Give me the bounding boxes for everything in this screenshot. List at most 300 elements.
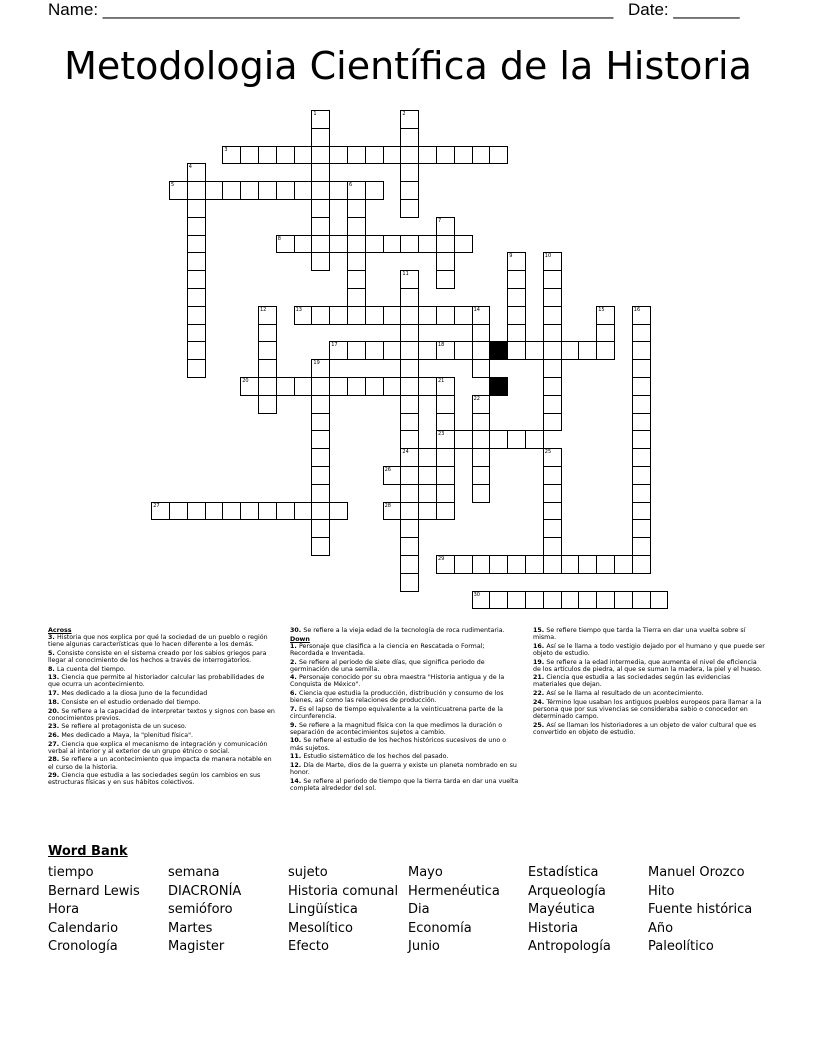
crossword-cell[interactable] (472, 484, 491, 503)
crossword-cell[interactable] (329, 235, 348, 254)
crossword-cell[interactable] (507, 288, 526, 307)
crossword-cell[interactable] (169, 181, 188, 200)
crossword-cell[interactable] (436, 252, 455, 271)
crossword-cell[interactable] (436, 395, 455, 414)
crossword-cell[interactable] (632, 306, 651, 325)
crossword-cell[interactable] (436, 217, 455, 236)
crossword-cell[interactable] (543, 448, 562, 467)
clue-number: 25 (544, 449, 552, 456)
crossword-cell[interactable] (543, 466, 562, 485)
crossword-cell[interactable] (187, 270, 206, 289)
crossword-cell[interactable] (222, 146, 241, 165)
crossword-cell[interactable] (311, 217, 330, 236)
clues-column-3 (533, 627, 765, 737)
crossword-cell[interactable] (436, 270, 455, 289)
clue-text: Así se llaman los historiadores a un objeto de valor cultural que es convertido en objeto de estudio. (533, 721, 757, 736)
crossword-cell[interactable] (400, 288, 419, 307)
crossword-cell[interactable] (418, 146, 437, 165)
crossword-cell[interactable] (543, 377, 562, 396)
crossword-cell[interactable] (240, 181, 259, 200)
crossword-cell[interactable] (383, 502, 402, 521)
crossword-cell[interactable] (276, 502, 295, 521)
crossword-cell[interactable] (258, 341, 277, 360)
crossword-cell[interactable] (187, 306, 206, 325)
crossword-cell[interactable] (294, 502, 313, 521)
crossword-cell[interactable] (383, 466, 402, 485)
crossword-cell[interactable] (311, 181, 330, 200)
word-bank-item: Año (648, 920, 674, 936)
crossword-cell[interactable] (400, 306, 419, 325)
crossword-cell[interactable] (294, 377, 313, 396)
crossword-cell[interactable] (311, 235, 330, 254)
crossword-cell[interactable] (507, 252, 526, 271)
crossword-cell[interactable] (507, 324, 526, 343)
crossword-cell[interactable] (418, 235, 437, 254)
crossword-cell[interactable] (258, 181, 277, 200)
clue-number-label: 30. (290, 627, 304, 634)
word-bank-item: DIACRONÍA (168, 883, 242, 899)
crossword-cell[interactable] (507, 591, 526, 610)
crossword-cell[interactable] (311, 502, 330, 521)
crossword-cell[interactable] (632, 341, 651, 360)
word-bank-item: Historia (528, 920, 579, 936)
clue-number-label: 4. (290, 674, 299, 682)
crossword-cell[interactable] (400, 395, 419, 414)
down-heading: Down (290, 635, 310, 643)
clue-item (533, 627, 765, 641)
crossword-cell[interactable] (596, 591, 615, 610)
crossword-cell[interactable] (311, 359, 330, 378)
crossword-cell[interactable] (454, 235, 473, 254)
word-bank-item: Fuente histórica (648, 902, 753, 918)
crossword-cell[interactable] (632, 377, 651, 396)
crossword-cell[interactable] (311, 252, 330, 271)
clue-text: Se refiere a la edad intermedia, que aumenta el nivel de eficiencia de los artículos de piedra, al que se suman la madera, la piel y el hueso. (533, 658, 762, 673)
crossword-cell[interactable] (418, 448, 437, 467)
across-heading: Across (48, 627, 72, 634)
crossword-cell[interactable] (472, 413, 491, 432)
word-bank-column (168, 864, 288, 957)
crossword-cell[interactable] (400, 466, 419, 485)
crossword-cell[interactable] (187, 502, 206, 521)
crossword-cell[interactable] (347, 181, 366, 200)
crossword-cell[interactable] (311, 484, 330, 503)
crossword-cell[interactable] (400, 413, 419, 432)
crossword-cell[interactable] (454, 341, 473, 360)
crossword-cell[interactable] (596, 555, 615, 574)
crossword-cell[interactable] (632, 591, 651, 610)
crossword-cell[interactable] (543, 359, 562, 378)
crossword-cell[interactable] (578, 341, 597, 360)
crossword-cell[interactable] (543, 555, 562, 574)
crossword-cell[interactable] (347, 252, 366, 271)
crossword-cell[interactable] (258, 306, 277, 325)
crossword-cell[interactable] (151, 502, 170, 521)
crossword-cell[interactable] (436, 341, 455, 360)
clue-item (290, 762, 520, 776)
crossword-cell[interactable] (258, 377, 277, 396)
crossword-cell[interactable] (436, 448, 455, 467)
clue-text: Se refiere a un acontecimiento que impacta de manera notable en el curso de la historia. (48, 756, 272, 771)
clue-number-label: 7. (290, 705, 299, 713)
crossword-cell[interactable] (632, 519, 651, 538)
crossword-cell[interactable] (311, 146, 330, 165)
crossword-cell[interactable] (383, 306, 402, 325)
clue-number: 7 (438, 217, 442, 224)
crossword-cell[interactable] (347, 377, 366, 396)
clue-item (48, 732, 276, 739)
crossword-cell[interactable] (543, 306, 562, 325)
clue-number: 6 (349, 182, 353, 189)
clue-text: Ciencia que explica el mecanismo de integración y comunicación verbal al interior y al exterior de un grupo étnico o social. (48, 740, 268, 755)
crossword-cell[interactable] (400, 537, 419, 556)
crossword-cell[interactable] (596, 341, 615, 360)
crossword-cell[interactable] (525, 430, 544, 449)
crossword-cell[interactable] (347, 341, 366, 360)
crossword-cell[interactable] (311, 519, 330, 538)
crossword-cell[interactable] (632, 430, 651, 449)
clue-text: La cuenta del tiempo. (56, 665, 126, 673)
crossword-cell[interactable] (632, 413, 651, 432)
crossword-cell[interactable] (472, 555, 491, 574)
crossword-cell[interactable] (311, 199, 330, 218)
crossword-cell[interactable] (347, 288, 366, 307)
crossword-cell[interactable] (632, 324, 651, 343)
clue-number: 21 (438, 378, 445, 384)
word-bank-item: Arqueología (528, 883, 606, 899)
crossword-cell[interactable] (632, 395, 651, 414)
crossword-cell[interactable] (258, 359, 277, 378)
crossword-cell[interactable] (472, 146, 491, 165)
crossword-cell[interactable] (187, 324, 206, 343)
crossword-cell[interactable] (472, 591, 491, 610)
crossword-cell[interactable] (311, 163, 330, 182)
crossword-cell[interactable] (276, 235, 295, 254)
crossword-cell[interactable] (543, 288, 562, 307)
crossword-cell[interactable] (507, 306, 526, 325)
crossword-cell[interactable] (632, 484, 651, 503)
crossword-cell[interactable] (418, 377, 437, 396)
crossword-cell[interactable] (365, 377, 384, 396)
crossword-cell[interactable] (347, 235, 366, 254)
crossword-cell[interactable] (205, 502, 224, 521)
word-bank-column (48, 864, 168, 957)
clue-number: 30 (473, 591, 480, 598)
clue-number: 8 (277, 235, 281, 242)
crossword-cell[interactable] (507, 555, 526, 574)
crossword-cell[interactable] (507, 341, 526, 360)
crossword-cell[interactable] (614, 591, 633, 610)
crossword-cell[interactable] (632, 466, 651, 485)
crossword-cell[interactable] (472, 395, 491, 414)
clue-text: Consiste consiste en el sistema creado por los sabios griegos para llegar al conocimiento de los hechos a través de interrogatorios. (48, 649, 267, 664)
crossword-cell[interactable] (258, 146, 277, 165)
crossword-cell[interactable] (365, 181, 384, 200)
crossword-cell[interactable] (222, 181, 241, 200)
crossword-cell[interactable] (294, 181, 313, 200)
crossword-cell[interactable] (311, 537, 330, 556)
clue-number-label: 6. (290, 690, 299, 698)
crossword-cell[interactable] (311, 430, 330, 449)
clue-item (48, 634, 276, 648)
crossword-cell[interactable] (525, 591, 544, 610)
crossword-cell[interactable] (276, 181, 295, 200)
crossword-cell[interactable] (258, 324, 277, 343)
crossword-cell[interactable] (472, 448, 491, 467)
clue-text: Mes dedicado a la diosa Juno de la fecundidad (61, 690, 208, 698)
crossword-cell[interactable] (365, 341, 384, 360)
crossword-cell[interactable] (400, 270, 419, 289)
crossword-cell[interactable] (400, 110, 419, 129)
crossword-cell[interactable] (187, 288, 206, 307)
word-bank-item: Hito (648, 883, 675, 899)
crossword-cell[interactable] (187, 341, 206, 360)
date-field-label[interactable]: Date: _______ (628, 0, 740, 19)
clue-number-label: 3. (48, 634, 57, 642)
crossword-cell[interactable] (400, 163, 419, 182)
clue-text: Mes dedicado a Maya, la "plenitud física". (61, 731, 194, 739)
clue-text: Se refiere al estudio de los hechos históricos sucesivos de uno o más sujetos. (290, 737, 507, 752)
crossword-cell[interactable] (543, 395, 562, 414)
crossword-cell[interactable] (507, 270, 526, 289)
clue-text: Día de Marte, dios de la guerra y existe un planeta nombrado en su honor. (290, 761, 517, 777)
crossword-cell[interactable] (543, 324, 562, 343)
crossword-cell[interactable] (436, 466, 455, 485)
crossword-cell[interactable] (489, 555, 508, 574)
crossword-cell[interactable] (400, 377, 419, 396)
crossword-cell[interactable] (543, 519, 562, 538)
crossword-cell[interactable] (436, 502, 455, 521)
crossword-cell[interactable] (187, 217, 206, 236)
crossword-cell[interactable] (400, 146, 419, 165)
crossword-cell[interactable] (632, 502, 651, 521)
crossword-cell[interactable] (311, 306, 330, 325)
clue-number: 9 (509, 253, 513, 260)
crossword-cell[interactable] (205, 181, 224, 200)
clue-number: 27 (153, 502, 160, 509)
word-bank-item: Dia (408, 902, 430, 918)
crossword-cell[interactable] (472, 341, 491, 360)
crossword-cell[interactable] (489, 591, 508, 610)
crossword-cell[interactable] (400, 324, 419, 343)
clue-text: Se refiere a la capacidad de interpretar textos y signos con base en conocimientos previos. (48, 707, 275, 722)
crossword-cell[interactable] (347, 217, 366, 236)
clue-text: Se refiere al periodo de tiempo que la tierra tarda en dar una vuelta completa alrededor del sol. (290, 777, 519, 792)
crossword-cell[interactable] (365, 235, 384, 254)
crossword-cell[interactable] (400, 235, 419, 254)
crossword-cell[interactable] (472, 359, 491, 378)
crossword-cell[interactable] (311, 128, 330, 147)
crossword-cell[interactable] (400, 181, 419, 200)
crossword-cell[interactable] (614, 555, 633, 574)
crossword-cell[interactable] (311, 377, 330, 396)
crossword-cell[interactable] (383, 377, 402, 396)
crossword-cell[interactable] (400, 484, 419, 503)
crossword-cell[interactable] (400, 502, 419, 521)
crossword-cell[interactable] (561, 555, 580, 574)
crossword-cell[interactable] (400, 519, 419, 538)
crossword-cell[interactable] (489, 430, 508, 449)
clue-number: 1 (313, 111, 317, 117)
crossword-cell[interactable] (187, 252, 206, 271)
across-clue-list-cont (290, 627, 520, 634)
crossword-cell[interactable] (311, 448, 330, 467)
crossword-cell[interactable] (294, 306, 313, 325)
crossword-cell[interactable] (596, 324, 615, 343)
crossword-cell[interactable] (561, 341, 580, 360)
crossword-cell[interactable] (187, 235, 206, 254)
crossword-cell[interactable] (276, 146, 295, 165)
word-bank-column (648, 864, 768, 957)
word-bank-column (408, 864, 528, 957)
crossword-cell[interactable] (561, 591, 580, 610)
crossword-cell[interactable] (258, 395, 277, 414)
crossword-cell[interactable] (578, 555, 597, 574)
crossword-block (489, 377, 508, 396)
crossword-cell[interactable] (383, 235, 402, 254)
crossword-cell[interactable] (240, 502, 259, 521)
crossword-cell[interactable] (543, 591, 562, 610)
crossword-cell[interactable] (632, 448, 651, 467)
word-bank-item: Antropología (528, 939, 611, 955)
clue-item (290, 778, 520, 792)
word-bank-item: Bernard Lewis (48, 883, 140, 899)
crossword-cell[interactable] (436, 484, 455, 503)
crossword-cell[interactable] (400, 448, 419, 467)
clue-number-label: 11. (290, 753, 304, 761)
crossword-cell[interactable] (187, 163, 206, 182)
crossword-cell[interactable] (418, 306, 437, 325)
crossword-cell[interactable] (329, 341, 348, 360)
crossword-cell[interactable] (454, 430, 473, 449)
crossword-cell[interactable] (543, 341, 562, 360)
crossword-cell[interactable] (632, 537, 651, 556)
clue-number: 18 (438, 342, 445, 349)
crossword-cell[interactable] (489, 146, 508, 165)
crossword-cell[interactable] (418, 341, 437, 360)
crossword-cell[interactable] (276, 377, 295, 396)
crossword-cell[interactable] (454, 306, 473, 325)
crossword-cell[interactable] (454, 555, 473, 574)
clue-item (533, 690, 765, 697)
crossword-cell[interactable] (436, 306, 455, 325)
crossword-cell[interactable] (472, 430, 491, 449)
crossword-cell[interactable] (329, 502, 348, 521)
clue-number-label: 28. (48, 756, 62, 764)
crossword-cell[interactable] (400, 359, 419, 378)
crossword-cell[interactable] (400, 573, 419, 592)
crossword-cell[interactable] (472, 324, 491, 343)
crossword-cell[interactable] (418, 466, 437, 485)
crossword-cell[interactable] (436, 413, 455, 432)
crossword-cell[interactable] (525, 341, 544, 360)
crossword-cell[interactable] (578, 591, 597, 610)
crossword-cell[interactable] (472, 306, 491, 325)
clue-text: Ciencia que permite al historiador calcular las probabilidades de que ocurra un acontecimiento. (48, 674, 265, 689)
word-bank-item: Mayéutica (528, 902, 595, 918)
clue-text: Consiste en el estudio ordenado del tiempo. (61, 698, 201, 706)
crossword-cell[interactable] (311, 413, 330, 432)
crossword-cell[interactable] (596, 306, 615, 325)
crossword-cell[interactable] (436, 430, 455, 449)
crossword-cell[interactable] (294, 146, 313, 165)
crossword-cell[interactable] (347, 199, 366, 218)
crossword-cell[interactable] (400, 199, 419, 218)
clue-item (533, 722, 765, 736)
crossword-cell[interactable] (329, 377, 348, 396)
crossword-cell[interactable] (543, 413, 562, 432)
clue-number-label: 1. (290, 642, 299, 650)
crossword-cell[interactable] (365, 146, 384, 165)
crossword-cell[interactable] (418, 502, 437, 521)
crossword-cell[interactable] (311, 110, 330, 129)
crossword-cell[interactable] (525, 555, 544, 574)
crossword-cell[interactable] (543, 537, 562, 556)
crossword-cell[interactable] (543, 502, 562, 521)
crossword-cell[interactable] (347, 270, 366, 289)
crossword-cell[interactable] (311, 395, 330, 414)
crossword-cell[interactable] (400, 341, 419, 360)
crossword-cell[interactable] (329, 146, 348, 165)
crossword-cell[interactable] (222, 502, 241, 521)
crossword-cell[interactable] (187, 181, 206, 200)
word-bank-item: Mayo (408, 865, 443, 880)
crossword-cell[interactable] (436, 377, 455, 396)
word-bank-item: Hermenéutica (408, 883, 500, 899)
crossword-cell[interactable] (436, 555, 455, 574)
crossword-cell[interactable] (472, 466, 491, 485)
crossword-cell[interactable] (347, 306, 366, 325)
crossword-cell[interactable] (383, 146, 402, 165)
clue-number-label: 20. (48, 707, 62, 715)
crossword-cell[interactable] (543, 484, 562, 503)
crossword-cell[interactable] (543, 252, 562, 271)
crossword-cell[interactable] (454, 146, 473, 165)
crossword-cell[interactable] (436, 235, 455, 254)
crossword-cell[interactable] (632, 555, 651, 574)
clue-text: Ciencia que estudia a las sociedades según las evidencias materiales que dejan. (533, 674, 731, 689)
crossword-cell[interactable] (329, 306, 348, 325)
crossword-cell[interactable] (543, 270, 562, 289)
crossword-cell[interactable] (507, 430, 526, 449)
crossword-cell[interactable] (632, 359, 651, 378)
crossword-cell[interactable] (240, 377, 259, 396)
crossword-cell[interactable] (383, 341, 402, 360)
crossword-cell[interactable] (400, 555, 419, 574)
across-clue-list (48, 634, 276, 786)
clue-item (290, 659, 520, 673)
crossword-cell[interactable] (436, 146, 455, 165)
crossword-cell[interactable] (187, 359, 206, 378)
crossword-cell[interactable] (169, 502, 188, 521)
crossword-cell[interactable] (311, 466, 330, 485)
clue-text: Se refiere a la vieja edad de la tecnología de roca rudimentaria. (303, 627, 505, 634)
crossword-cell[interactable] (187, 199, 206, 218)
clue-item (48, 723, 276, 730)
crossword-cell[interactable] (365, 306, 384, 325)
crossword-cell[interactable] (400, 128, 419, 147)
crossword-cell[interactable] (258, 502, 277, 521)
crossword-cell[interactable] (294, 235, 313, 254)
clues-column-2 (290, 627, 520, 794)
crossword-cell[interactable] (240, 146, 259, 165)
crossword-cell[interactable] (347, 146, 366, 165)
clue-item (533, 699, 765, 720)
crossword-cell[interactable] (329, 181, 348, 200)
crossword-cell[interactable] (650, 591, 669, 610)
crossword-cell[interactable] (400, 430, 419, 449)
name-field-label[interactable]: Name: ______________________________________________________ (48, 0, 614, 19)
